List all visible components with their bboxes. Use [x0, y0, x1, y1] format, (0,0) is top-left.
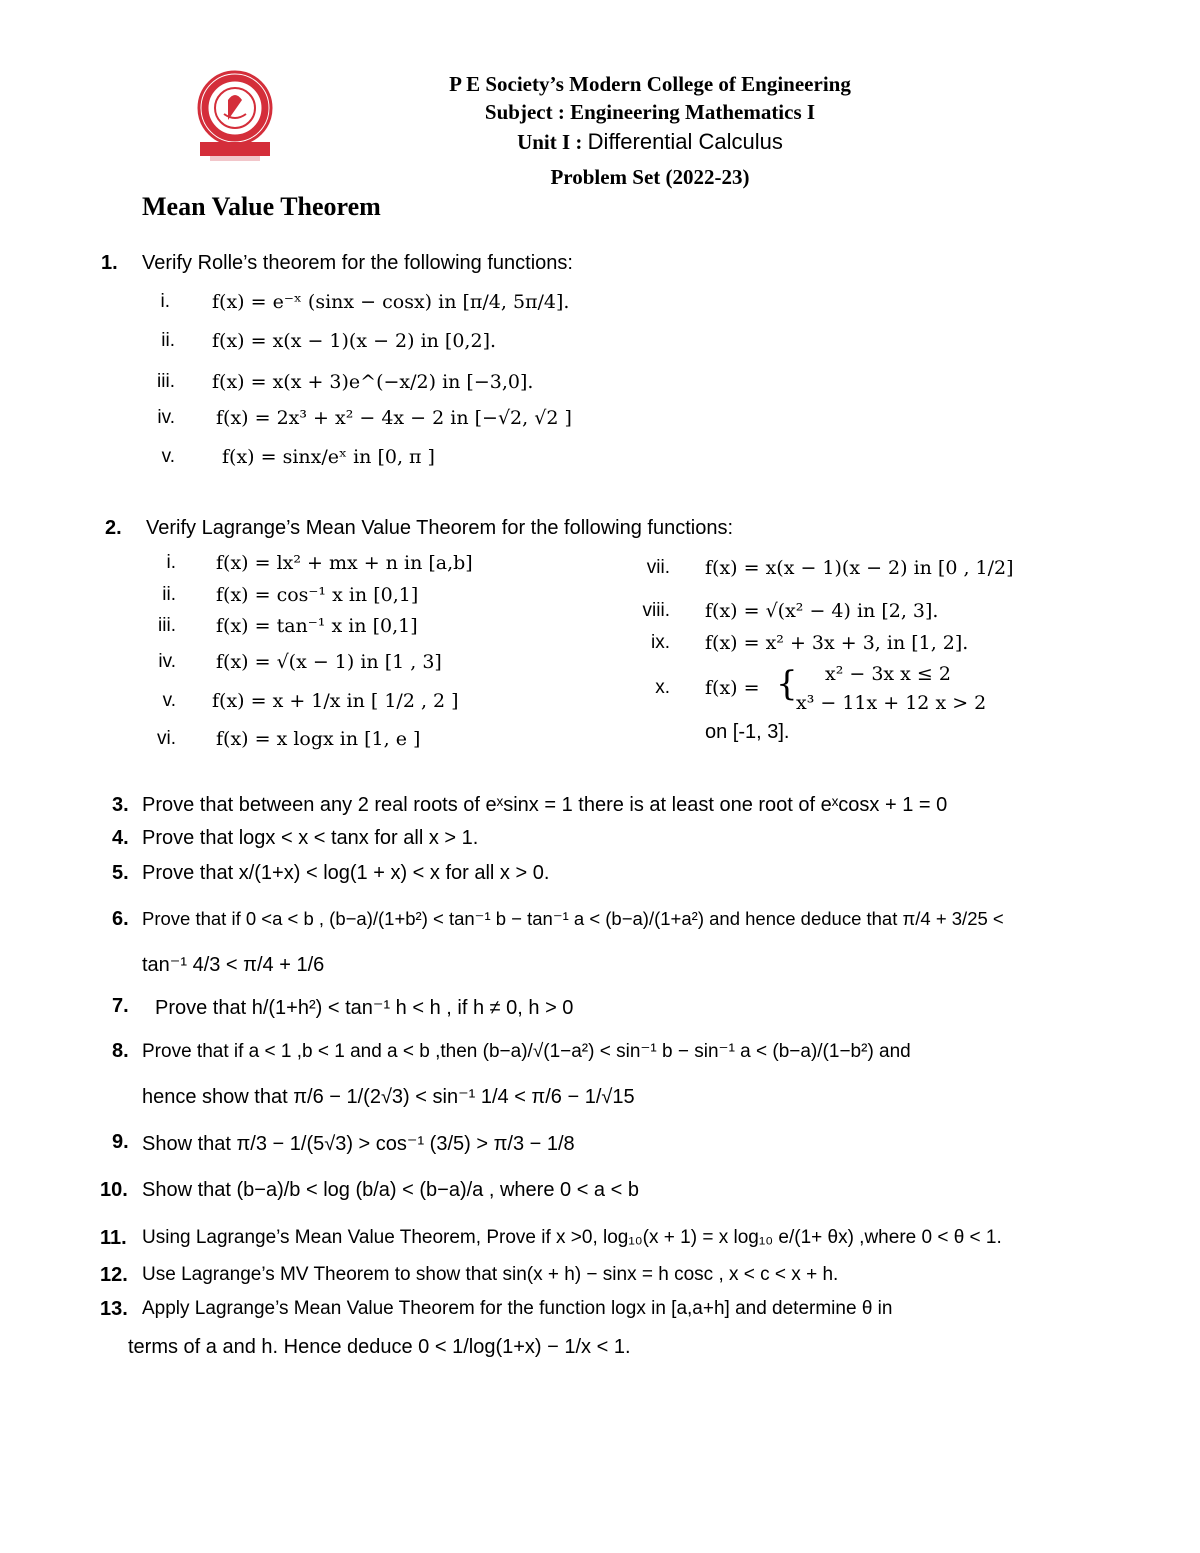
q2-right-expr: f(x) = x² + 3x + 3, in [1, 2].: [705, 632, 969, 654]
q2-left-expr: f(x) = √(x − 1) in [1 , 3]: [216, 651, 442, 673]
q1-item-expr: f(x) = 2x³ + x² − 4x − 2 in [−√2, √2 ]: [216, 407, 572, 429]
question-text-continued: hence show that π/6 − 1/(2√3) < sin⁻¹ 1/4 < π/6 − 1/√15: [142, 1086, 635, 1108]
q2-right-label: x.: [655, 677, 670, 698]
subject-title: Subject : Engineering Mathematics I: [484, 100, 816, 124]
question-text: Apply Lagrange’s Mean Value Theorem for the function logx in [a,a+h] and determine θ in: [142, 1298, 893, 1319]
question-number: 10.: [100, 1179, 128, 1201]
q1-item-label: v.: [161, 446, 175, 467]
question-number: 7.: [112, 995, 129, 1017]
q1-item-expr: f(x) = sinx/eˣ in [0, π ]: [222, 446, 435, 468]
q1-item-label: ii.: [161, 330, 175, 351]
q2-left-expr: f(x) = x logx in [1, e ]: [216, 728, 421, 750]
unit-prefix: Unit I :: [517, 130, 588, 154]
question-number: 4.: [112, 827, 129, 849]
q2-right-label: ix.: [651, 632, 670, 653]
question-text: Prove that x/(1+x) < log(1 + x) < x for all x > 0.: [142, 862, 550, 884]
q2-left-label: ii.: [162, 584, 176, 605]
q2-left-label: vi.: [157, 728, 176, 749]
question-number: 6.: [112, 908, 129, 930]
problem-set-title: Problem Set (2022-23): [550, 165, 750, 189]
q2-left-expr: f(x) = cos⁻¹ x in [0,1]: [216, 584, 419, 606]
q2-right-expr: f(x) = √(x² − 4) in [2, 3].: [705, 600, 939, 622]
q1-item-expr: f(x) = x(x − 1)(x − 2) in [0,2].: [212, 330, 497, 352]
question-number: 3.: [112, 794, 129, 816]
question-number: 13.: [100, 1298, 128, 1320]
q2-right-label: viii.: [642, 600, 670, 621]
section-title: Mean Value Theorem: [142, 192, 381, 221]
unit-name: Differential Calculus: [587, 129, 783, 154]
question-number: 5.: [112, 862, 129, 884]
q2-piecewise-fx: f(x) =: [705, 677, 760, 699]
q2-piecewise-case: x² − 3x x ≤ 2: [825, 663, 951, 685]
college-logo: [190, 70, 280, 162]
q2-left-label: iv.: [158, 651, 176, 672]
q2-piecewise-interval: on [-1, 3].: [705, 721, 790, 743]
q1-item-label: iii.: [157, 371, 175, 392]
q2-text: Verify Lagrange’s Mean Value Theorem for the following functions:: [146, 517, 734, 539]
q2-right-label: vii.: [646, 557, 670, 578]
question-text: Prove that logx < x < tanx for all x > 1.: [142, 827, 479, 849]
question-text: Prove that if 0 <a < b , (b−a)/(1+b²) < tan⁻¹ b − tan⁻¹ a < (b−a)/(1+a²) and hence deduce that π/4 + 3/25 <: [142, 908, 1004, 929]
q2-left-expr: f(x) = lx² + mx + n in [a,b]: [216, 552, 473, 574]
question-number: 8.: [112, 1040, 129, 1062]
question-text: Using Lagrange’s Mean Value Theorem, Prove if x >0, log₁₀(x + 1) = x log₁₀ e/(1+ θx) ,where 0 < θ < 1.: [142, 1227, 1002, 1248]
piecewise-brace: {: [776, 664, 798, 704]
q2-number: 2.: [105, 517, 122, 539]
q1-text: Verify Rolle’s theorem for the following functions:: [142, 252, 573, 274]
q2-piecewise-case: x³ − 11x + 12 x > 2: [796, 692, 987, 714]
question-number: 11.: [100, 1227, 127, 1249]
q2-left-label: i.: [166, 552, 176, 573]
question-text-continued: tan⁻¹ 4/3 < π/4 + 1/6: [142, 954, 325, 976]
question-text: Show that π/3 − 1/(5√3) > cos⁻¹ (3/5) > π/3 − 1/8: [142, 1133, 575, 1155]
question-text-continued: terms of a and h. Hence deduce 0 < 1/log(1+x) − 1/x < 1.: [128, 1336, 631, 1358]
question-text: Prove that between any 2 real roots of eˣsinx = 1 there is at least one root of eˣcosx + 1 = 0: [142, 794, 948, 816]
logo-seal-icon: [190, 70, 280, 162]
q1-item-label: i.: [160, 291, 170, 312]
q2-left-label: iii.: [158, 615, 176, 636]
unit-title: [330, 129, 970, 155]
question-text: Prove that h/(1+h²) < tan⁻¹ h < h , if h ≠ 0, h > 0: [155, 997, 574, 1019]
q2-left-label: v.: [162, 690, 176, 711]
college-name: P E Society’s Modern College of Engineering: [449, 72, 851, 96]
question-number: 12.: [100, 1264, 128, 1286]
question-text: Show that (b−a)/b < log (b/a) < (b−a)/a , where 0 < a < b: [142, 1179, 639, 1201]
q2-left-expr: f(x) = x + 1/x in [ 1/2 , 2 ]: [212, 690, 459, 712]
question-number: 9.: [112, 1131, 129, 1153]
q2-right-expr: f(x) = x(x − 1)(x − 2) in [0 , 1/2]: [705, 557, 1014, 579]
q1-number: 1.: [101, 252, 118, 274]
q1-item-expr: f(x) = e⁻ˣ (sinx − cosx) in [π/4, 5π/4].: [212, 291, 570, 313]
q2-left-expr: f(x) = tan⁻¹ x in [0,1]: [216, 615, 418, 637]
question-text: Prove that if a < 1 ,b < 1 and a < b ,then (b−a)/√(1−a²) < sin⁻¹ b − sin⁻¹ a < (b−a)/(1−b²) and: [142, 1041, 911, 1062]
q1-item-label: iv.: [157, 407, 175, 428]
q1-item-expr: f(x) = x(x + 3)e^(−x/2) in [−3,0].: [212, 371, 534, 393]
question-text: Use Lagrange’s MV Theorem to show that sin(x + h) − sinx = h cosc , x < c < x + h.: [142, 1264, 839, 1285]
